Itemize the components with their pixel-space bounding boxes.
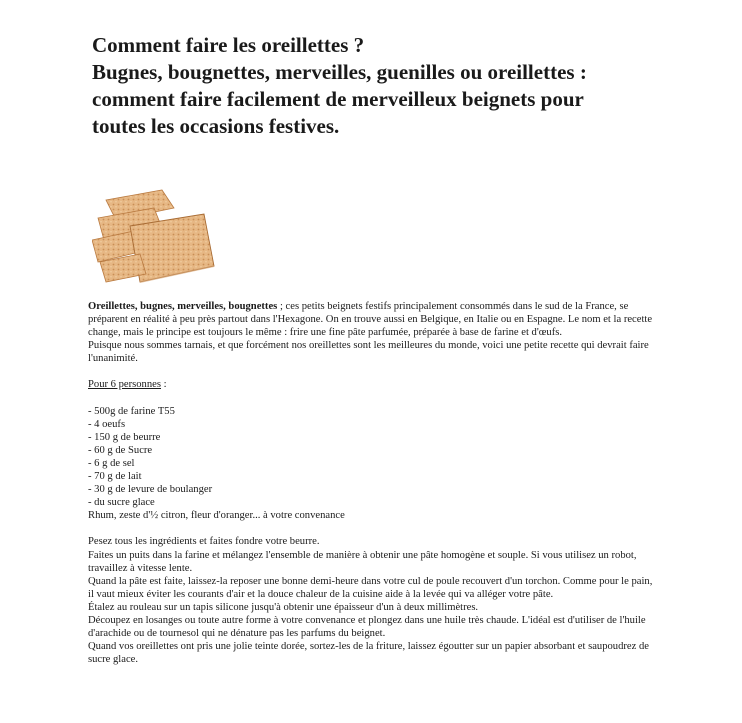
- intro-line-1: ; ces petits beignets festifs principalement consommés dans le sud de la France, se: [277, 301, 629, 312]
- ingredient-item: - 60 g de Sucre: [88, 444, 153, 456]
- step-line: sucre glace.: [88, 654, 138, 666]
- ingredient-item: - 150 g de beurre: [88, 431, 161, 443]
- ingredients-list: [88, 405, 728, 523]
- intro-paragraph: [88, 300, 728, 365]
- title-line-3: comment faire facilement de merveilleux beignets pour: [92, 87, 584, 111]
- page-title: [92, 32, 732, 140]
- ingredient-item: - du sucre glace: [88, 497, 155, 509]
- step-line: Faites un puits dans la farine et mélangez l'ensemble de manière à obtenir une pâte homogène et souple. Si vous utilisez un robot,: [88, 549, 637, 561]
- recipe-body: [88, 300, 728, 666]
- servings-heading: [88, 378, 728, 391]
- intro-line-2: préparent en réalité à peu près partout dans l'Hexagone. On en trouve aussi en Belgique, en Italie ou en Espagne. Le nom et la recette: [88, 314, 653, 326]
- intro-line-4: Puisque nous sommes tarnais, et que forcément nos oreillettes sont les meilleures du monde, voici une petite recette qui devrait faire: [88, 340, 649, 352]
- step-line: il vaut mieux éviter les courants d'air et la douce chaleur de la cuisine aide à la levée qui va alléger votre pâte.: [88, 588, 554, 600]
- ingredient-item: Rhum, zeste d'½ citron, fleur d'oranger... à votre convenance: [88, 510, 345, 522]
- ingredient-item: - 6 g de sel: [88, 457, 135, 469]
- step-line: Étalez au rouleau sur un tapis silicone jusqu'à obtenir une épaisseur d'un à deux millimètres.: [88, 601, 479, 613]
- servings-label: Pour 6 personnes: [88, 379, 161, 391]
- servings-suffix: :: [160, 379, 167, 391]
- ingredient-item: - 70 g de lait: [88, 471, 142, 483]
- step-line: Quand la pâte est faite, laissez-la reposer une bonne demi-heure dans votre cul de poule recouvert d'un torchon. Comme pour le pain,: [88, 575, 653, 587]
- intro-line-3: change, mais le principe est toujours le même : frire une fine pâte parfumée, préparée à base de farine et d'œufs.: [88, 327, 563, 339]
- intro-names: Oreillettes, bugnes, merveilles, bougnettes: [88, 301, 278, 312]
- ingredient-item: - 30 g de levure de boulanger: [88, 484, 213, 496]
- step-line: d'arachide ou de tournesol qui ne dénature pas les parfums du beignet.: [88, 628, 386, 640]
- intro-line-5: l'unanimité.: [88, 353, 138, 365]
- title-line-4: toutes les occasions festives.: [92, 114, 340, 138]
- step-line: Pesez tous les ingrédients et faites fondre votre beurre.: [88, 536, 320, 548]
- step-line: Découpez en losanges ou toute autre forme à votre convenance et plongez dans une huile très chaude. L'idéal est d'utiliser de l'huile: [88, 614, 646, 626]
- step-line: Quand vos oreillettes ont pris une jolie teinte dorée, sortez-les de la friture, laissez égoutter sur un papier absorbant et saupoudrez de: [88, 641, 649, 653]
- title-line-1: Comment faire les oreillettes ?: [92, 33, 365, 57]
- ingredient-item: - 4 oeufs: [88, 418, 126, 430]
- title-line-2: Bugnes, bougnettes, merveilles, guenilles ou oreillettes :: [92, 60, 587, 84]
- steps-section: [88, 535, 728, 666]
- oreillettes-photo: [92, 188, 222, 288]
- step-line: travaillez à vitesse lente.: [88, 562, 193, 574]
- ingredient-item: - 500g de farine T55: [88, 405, 175, 417]
